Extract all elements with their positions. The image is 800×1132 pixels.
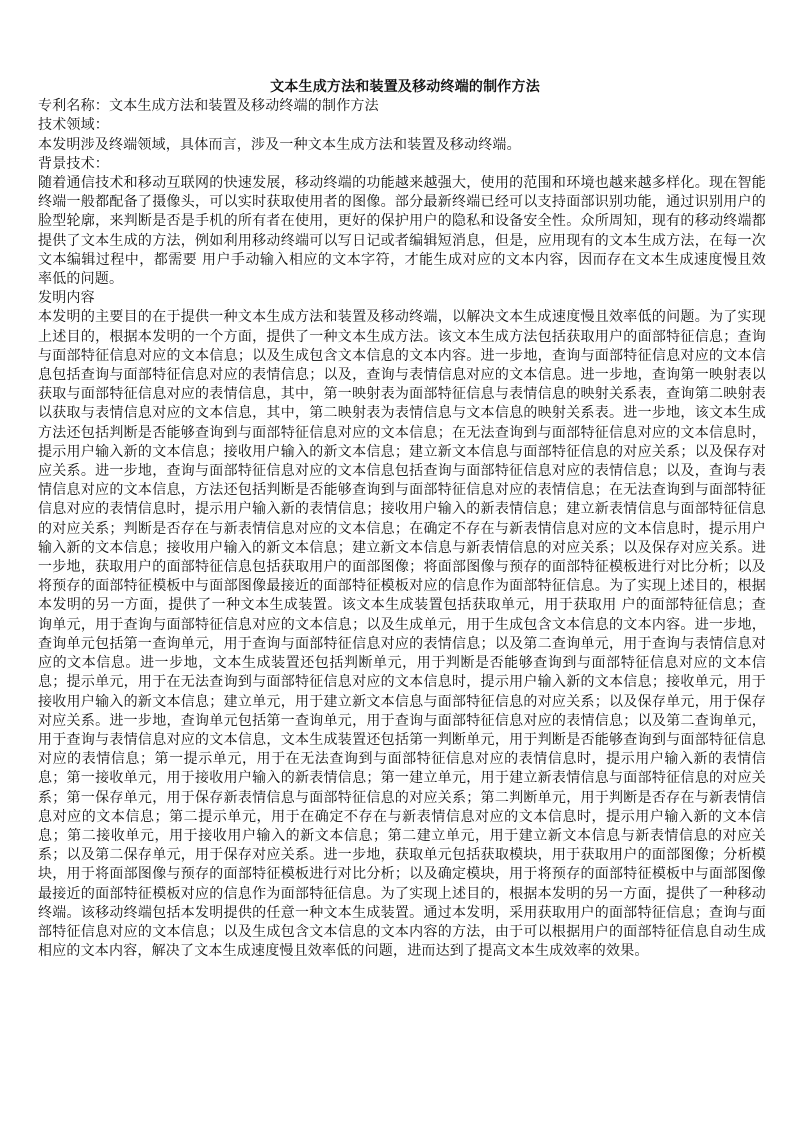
document-page bbox=[38, 78, 766, 961]
tech-field-paragraph: 本发明涉及终端领域，具体而言，涉及一种文本生成方法和装置及移动终端。 bbox=[38, 136, 521, 153]
document-title: 文本生成方法和装置及移动终端的制作方法 bbox=[270, 79, 540, 95]
patent-name-line: 专利名称：文本生成方法和装置及移动终端的制作方法 bbox=[38, 98, 379, 115]
background-heading: 背景技术： bbox=[38, 155, 109, 172]
background-paragraph: 随着通信技术和移动互联网的快速发展，移动终端的功能越来越强大，使用的范围和环境也越来越多样化。现在智能终端一般都配备了摄像头，可以实时获取使用者的图像。部分最新终端已经可以支持面部识别功能，通过识别用户的脸型轮廓，来判断是否是手机的所有者在使用，更好的保护用户的隐私和设备安全性。众所周知，现有的移动终端都提供了文本生成的方法，例如利用移动终端可以写日记或者编辑短消息，但是，应用现有的文本生成方法，在每一次文本编辑过程中，都需要 用户手动输入相应的文本字符，才能生成对应的文本内容，因而存在文本生成速度慢且效率低的问题。 bbox=[38, 175, 766, 288]
summary-paragraph: 本发明的主要目的在于提供一种文本生成方法和装置及移动终端，以解决文本生成速度慢且效率低的问题。为了实现上述目的，根据本发明的一个方面，提供了一种文本生成方法。该文本生成方法包括获取用户的面部特征信息；查询与面部特征信息对应的文本信息；以及生成包含文本信息的文本内容。进一步地，查询与面部特征信息对应的文本信息包括查询与面部特征信息对应的表情信息；以及，查询与表情信息对应的文本信息。进一步地，查询第一映射表以获取与面部特征信息对应的表情信息，其中，第一映射表为面部特征信息与表情信息的映射关系表，查询第二映射表以获取与表情信息对应的文本信息，其中，第二映射表为表情信息与文本信息的映射关系表。进一步地，该文本生成方法还包括判断是否能够查询到与面部特征信息对应的文本信息；在无法查询到与面部特征信息对应的文本信息时，提示用户输入新的文本信息；接收用户输入的新文本信息；建立新文本信息与面部特征信息的对应关系；以及保存对应关系。进一步地，查询与面部特征信息对应的文本信息包括查询与面部特征信息对应的表情信息；以及，查询与表情信息对应的文本信息，方法还包括判断是否能够查询到与面部特征信息对应的表情信息；在无法查询到与面部特征信息对应的表情信息时，提示用户输入新的表情信息；接收用户输入的新表情信息；建立新表情信息与面部特征信息的对应关系；判断是否存在与新表情信息对应的文本信息；在确定不存在与新表情信息对应的文本信息时，提示用户输入新的文本信息；接收用户输入的新文本信息；建立新文本信息与新表情信息的对应关系；以及保存对应关系。进一步地，获取用户的面部特征信息包括获取用户的面部图像；将面部图像与预存的面部特征模板进行对比分析；以及将预存的面部特征模板中与面部图像最接近的面部特征模板对应的信息作为面部特征信息。为了实现上述目的，根据本发明的另一方面，提供了一种文本生成装置。该文本生成装置包括获取单元，用于获取用 户的面部特征信息；查询单元，用于查询与面部特征信息对应的文本信息；以及生成单元，用于生成包含文本信息的文本内容。进一步地，查询单元包括第一查询单元，用于查询与面部特征信息对应的表情信息；以及第二查询单元，用于查询与表情信息对应的文本信息。进一步地，文本生成装置还包括判断单元，用于判断是否能够查询到与面部特征信息对应的文本信息；提示单元，用于在无法查询到与面部特征信息对应的文本信息时，提示用户输入新的文本信息；接收单元，用于接收用户输入的新文本信息；建立单元，用于建立新文本信息与面部特征信息的对应关系；以及保存单元，用于保存对应关系。进一步地，查询单元包括第一查询单元，用于查询与面部特征信息对应的表情信息；以及第二查询单元，用于查询与表情信息对应的文本信息，文本生成装置还包括第一判断单元，用于判断是否能够查询到与面部特征信息对应的表情信息；第一提示单元，用于在无法查询到与面部特征信息对应的表情信息时，提示用户输入新的表情信息；第一接收单元，用于接收用户输入的新表情信息；第一建立单元，用于建立新表情信息与面部特征信息的对应关系；第一保存单元，用于保存新表情信息与面部特征信息的对应关系；第二判断单元，用于判断是否存在与新表情信息对应的文本信息；第二提示单元，用于在确定不存在与新表情信息对应的文本信息时，提示用户输入新的文本信息；第二接收单元，用于接收用户输入的新文本信息；第二建立单元，用于建立新文本信息与新表情信息的对应关系；以及第二保存单元，用于保存对应关系。进一步地，获取单元包括获取模块，用于获取用户的面部图像；分析模块，用于将面部图像与预存的面部特征模板进行对比分析；以及确定模块，用于将预存的面部特征模板中与面部图像最接近的面部特征模板对应的信息作为面部特征信息。为了实现上述目的，根据本发明的另一方面，提供了一种移动终端。该移动终端包括本发明提供的任意一种文本生成装置。通过本发明，采用获取用户的面部特征信息；查询与面部特征信息对应的文本信息；以及生成包含文本信息的文本内容的方法，由于可以根据用户的面部特征信息自动生成相应的文本内容，解决了文本生成速度慢且效率低的问题，进而达到了提高文本生成效率的效果。 bbox=[38, 309, 766, 960]
summary-heading: 发明内容 bbox=[38, 290, 95, 307]
tech-field-heading: 技术领域： bbox=[38, 117, 109, 134]
